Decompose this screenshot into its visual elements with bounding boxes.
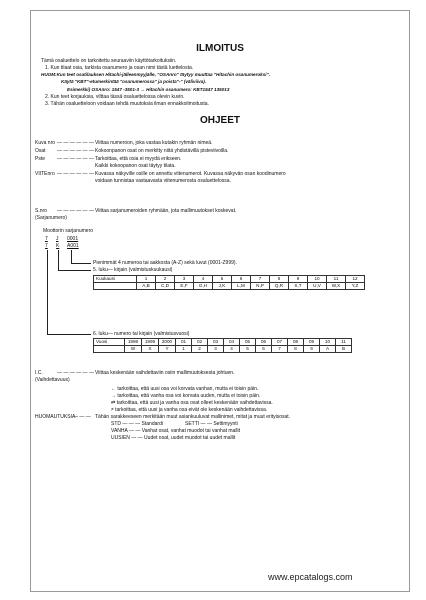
sarjanumero-dash: — — — — — — xyxy=(57,208,94,214)
ic-line: ⇄ tarkoittaa, että uusi ja vanha osa ovat olleet keskenään vaihdettavissa. xyxy=(111,400,273,406)
table-cell: 8 xyxy=(270,276,289,283)
serial-top-char: 0001 xyxy=(67,236,79,242)
table-cell: X xyxy=(142,346,159,353)
table-cell: 06 xyxy=(256,339,272,346)
ilmoitus-huom-1: HUOM:Kun teet osatilauksen Hitachi-jälleenmyyjälle, "OSAnro" täytyy muuttaa "Hitachin osanumeroksi". xyxy=(41,72,271,77)
serial-note-1: Pienimmät 4 numeroa tai aakkosta (A-Z) sekä luvut (0001-Z999). xyxy=(93,260,237,266)
table-cell: 6 xyxy=(232,276,251,283)
table-cell: 4 xyxy=(224,346,240,353)
kuukausi-table xyxy=(93,275,365,290)
table-cell: 2 xyxy=(156,276,175,283)
table-cell: Y,Z xyxy=(346,283,365,290)
ohjeet-row-label: VIITEnro xyxy=(35,171,55,177)
ohjeet-row-dash: — — — — — — xyxy=(57,171,94,177)
table-cell: 2000 xyxy=(159,339,176,346)
table-cell: C,D xyxy=(156,283,175,290)
table-cell: J,K xyxy=(213,283,232,290)
ic-line: → tarkoittaa, että vanha osa voi korvata uuden, mutta ei toisin päin. xyxy=(111,393,261,399)
table-cell: G,H xyxy=(194,283,213,290)
ohjeet-row-desc: Kuvassa näkyville osille on annettu viitenumerot. Kuvassa näkyvän osan koodinumero xyxy=(95,171,286,177)
sarjanumero-desc: Viittaa sarjanumeroiden ryhmään, jota mallimuutokset koskevat. xyxy=(95,208,237,214)
kuukausi-number-row xyxy=(94,276,365,283)
table-cell: 11 xyxy=(327,276,346,283)
table-cell: 3 xyxy=(208,346,224,353)
huomautuksia-uusien: UUSIEN — — Uudet osat, uudet muodot tai uudet mallit xyxy=(111,435,236,441)
table-cell xyxy=(94,346,125,353)
table-cell: 1 xyxy=(176,346,192,353)
table-cell: 7 xyxy=(272,346,288,353)
table-cell: N,P xyxy=(251,283,270,290)
table-cell: A xyxy=(320,346,336,353)
ic-line: ≠ tarkoittaa, että uusi ja vanha osa eivät ole keskenään vaihdettavissa. xyxy=(111,407,268,413)
table-cell: W,X xyxy=(327,283,346,290)
table-cell: 12 xyxy=(346,276,365,283)
ohjeet-row-desc: Kokoonpanon osat on merkitty niitä yhdistävillä pisteviivoilla. xyxy=(95,148,229,154)
table-cell: 8 xyxy=(288,346,304,353)
table-cell: Y xyxy=(159,346,176,353)
table-cell: W xyxy=(125,346,142,353)
ohjeet-row-desc: Kaikki kokoopanon osat täytyy tilata. xyxy=(95,163,176,169)
table-cell: E,F xyxy=(175,283,194,290)
ic-label: I.C. xyxy=(35,370,43,376)
ohjeet-title: OHJEET xyxy=(199,115,240,126)
ilmoitus-esimerkki: Esimerkki) OSAnro: 1547 -3501-3 → Hitachin osanumero: KBT1547 135013 xyxy=(67,87,230,92)
moottorin-sarjanumero: Moottorin sarjanumero xyxy=(43,228,94,234)
document-page xyxy=(30,10,410,592)
table-cell: A,B xyxy=(137,283,156,290)
vuosi-code-row xyxy=(94,346,352,353)
table-cell: 03 xyxy=(208,339,224,346)
connector-line xyxy=(71,250,72,263)
table-cell: 04 xyxy=(224,339,240,346)
ilmoitus-intro: Tämä osaluettelo on tarkoitettu seuraaviin käyttötarkoituksiin. xyxy=(41,58,177,64)
huomautuksia-setti: SETTI — — Settimyynti xyxy=(185,421,238,427)
table-cell: 01 xyxy=(176,339,192,346)
serial-note-2: 5. luku— kirjain (valmistuskuukausi) xyxy=(93,267,173,273)
serial-bottom-char: A001 xyxy=(67,243,79,249)
table-cell: 05 xyxy=(240,339,256,346)
serial-top-char: 7 xyxy=(45,236,48,242)
kuukausi-header: Kuukausi xyxy=(94,276,137,283)
table-cell: 9 xyxy=(304,346,320,353)
ohjeet-row-label: Kuva nro xyxy=(35,140,56,146)
table-cell: S,T xyxy=(289,283,308,290)
ohjeet-row-dash: — — — — — — xyxy=(57,140,94,146)
serial-bottom-char: K xyxy=(56,243,60,249)
connector-line xyxy=(58,250,59,270)
ohjeet-row-dash: — — — — — — xyxy=(57,156,94,162)
table-cell: 07 xyxy=(272,339,288,346)
table-cell: 4 xyxy=(194,276,213,283)
watermark: www.epcatalogs.com xyxy=(268,572,353,582)
sarjanumero-label: S.nro xyxy=(35,208,47,214)
table-cell: 11 xyxy=(336,339,352,346)
ohjeet-row-desc: Tarkoittaa, että osia ei myydä erikseen. xyxy=(95,156,182,162)
table-cell: 02 xyxy=(192,339,208,346)
table-cell: 08 xyxy=(288,339,304,346)
table-cell: 2 xyxy=(192,346,208,353)
table-cell: 1 xyxy=(137,276,156,283)
ic-line: ← tarkoittaa, että uusi osa voi korvata vanhan, mutta ei toisin päin. xyxy=(111,386,259,392)
ohjeet-row-label: Osat xyxy=(35,148,46,154)
ohjeet-row-label: Pste xyxy=(35,156,46,162)
vuosi-year-row xyxy=(94,339,352,346)
ilmoitus-huom-2: Käytä "KBT"-etumerkintää "osanumerossa" ja poista"-" (väliviiva). xyxy=(61,79,207,84)
ic-sublabel: (Vaihdettavuus) xyxy=(35,377,70,383)
table-cell: 1999 xyxy=(142,339,159,346)
vuosi-header: Vuosi xyxy=(94,339,125,346)
ilmoitus-title: ILMOITUS xyxy=(196,43,244,54)
table-cell: U,V xyxy=(308,283,327,290)
ic-desc: Viittaa keskenään vaihdettaviin osiin mallimuutoksesta johtuen. xyxy=(95,370,235,376)
table-cell: 7 xyxy=(251,276,270,283)
ohjeet-row-desc: voidaan tunnistaa vastaavasta viitenumerosta osaluettelossa. xyxy=(95,178,231,184)
huomautuksia-std: STD — — — Standardi xyxy=(111,421,163,427)
table-cell: B xyxy=(336,346,352,353)
table-cell: 6 xyxy=(256,346,272,353)
table-cell: 10 xyxy=(308,276,327,283)
vuosi-table xyxy=(93,338,352,353)
connector-line xyxy=(47,334,91,335)
table-cell: 09 xyxy=(304,339,320,346)
ic-dash: — — — — — — xyxy=(57,370,94,376)
table-cell: Q,R xyxy=(270,283,289,290)
table-cell: L,M xyxy=(232,283,251,290)
huomautuksia-desc: Tähän sarakkeeseen merkitään muut asiankuuluvat mallinimet, mitat ja muut erityisosat. xyxy=(95,414,291,420)
table-cell xyxy=(94,283,137,290)
table-cell: 3 xyxy=(175,276,194,283)
table-cell: 9 xyxy=(289,276,308,283)
serial-note-3: 6. luku— numero tai kirjain (valmistusvuosi) xyxy=(93,331,190,337)
ilmoitus-item-2: 2. Kun teet korjauksia, vilttaa tässä osaluettelossa olevin kuvin. xyxy=(45,94,185,100)
ohjeet-row-desc: Viittaa numeroon, joka vastaa kutakin ryhmän nimeä. xyxy=(95,140,213,146)
sarjanumero-sublabel: (Sarjanumero) xyxy=(35,215,67,221)
kuukausi-letter-row xyxy=(94,283,365,290)
table-cell: 10 xyxy=(320,339,336,346)
huomautuksia-vanha: VANHA — — Vanhat osat, vanhat muodot tai vanhat mallit xyxy=(111,428,241,434)
huomautuksia-dash: — — — xyxy=(73,414,91,420)
connector-line xyxy=(71,263,91,264)
table-cell: 1998 xyxy=(125,339,142,346)
serial-bottom-char: 7 xyxy=(45,243,48,249)
connector-line xyxy=(58,270,91,271)
huomautuksia-label: HUOMAUTUKSIA xyxy=(35,414,76,420)
connector-line xyxy=(47,250,48,334)
table-cell: 5 xyxy=(213,276,232,283)
ilmoitus-item-3: 3. Tähän osaluetteloon voidaan tehdä muutoksia ilman ennakkoilmoitusta. xyxy=(45,101,209,107)
ohjeet-row-dash: — — — — — — xyxy=(57,148,94,154)
table-cell: 5 xyxy=(240,346,256,353)
ilmoitus-item-1: 1. Kun tilaat osia, tarkista osanumero ja osan nimi tästä luettelosta. xyxy=(45,65,194,71)
serial-top-char: J xyxy=(56,236,59,242)
